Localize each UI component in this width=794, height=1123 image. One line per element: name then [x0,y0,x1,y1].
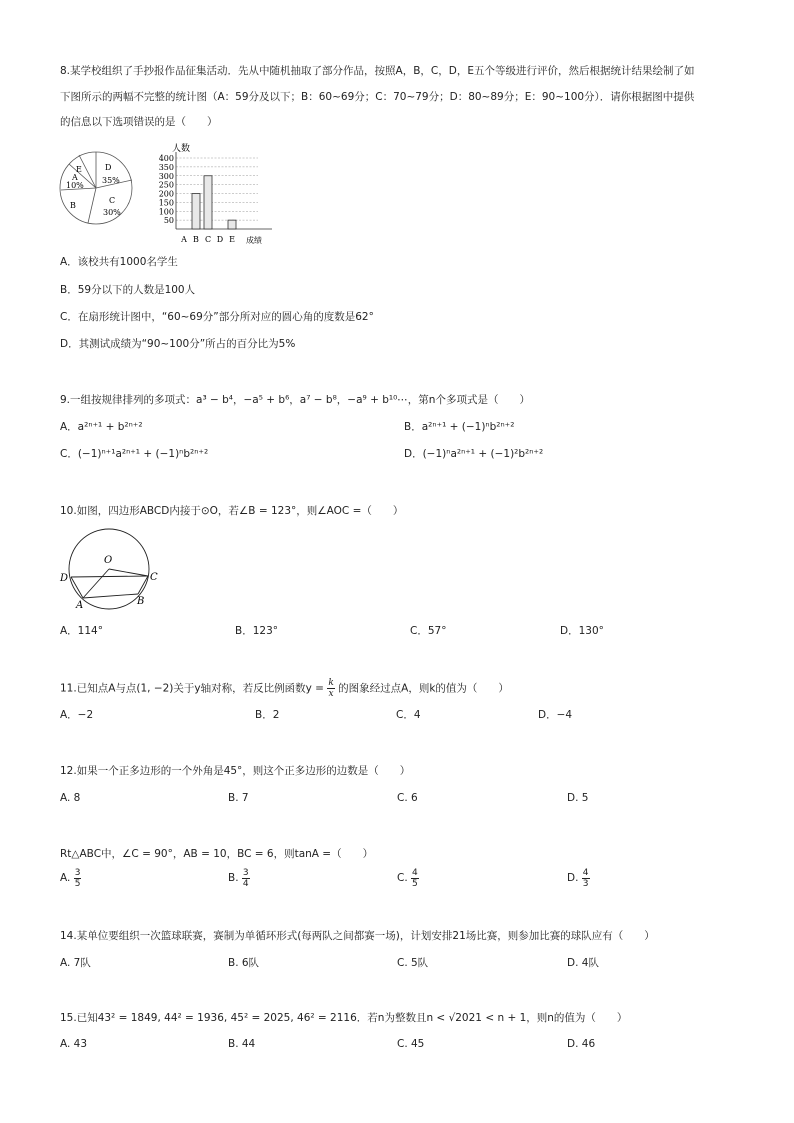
q15-option-d[interactable]: D. 46 [567,1038,596,1050]
pie-label-c-pct: 30% [103,208,121,217]
pie-chart [58,150,138,230]
q10-option-b[interactable]: B．123° [235,625,278,637]
bar-chart-ytick-label: 150 [158,198,174,208]
bar-chart-ytick-label: 200 [158,189,174,199]
q8-stem-line-3: 的信息以下选项错误的是（ ） [60,116,218,128]
radius-oc [109,569,148,576]
q8-option-b[interactable]: B．59分以下的人数是100人 [60,284,196,296]
bar-chart [150,140,275,248]
q11-stem-part-2: 的图象经过点A，则k的值为（ ） [338,682,509,695]
q11-stem-part-1: 11.已知点A与点(1, −2)关于y轴对称，若反比例函数y = [60,682,324,695]
label-b: B [137,596,145,607]
bar-e [228,220,236,229]
pie-label-d-pct: 35% [102,176,120,185]
q9-option-c[interactable]: C．(−1)ⁿ⁺¹a²ⁿ⁺¹ + (−1)ⁿb²ⁿ⁺² [60,448,209,460]
q13-option-a-prefix: A. [60,872,71,884]
q9-stem: 9.一组按规律排列的多项式：a³ − b⁴，−a⁵ + b⁶，a⁷ − b⁸，−a⁹ + b¹⁰⋯，第n个多项式是（ ） [60,394,530,406]
q14-option-c[interactable]: C. 5队 [397,957,429,969]
q9-option-d[interactable]: D．(−1)ⁿa²ⁿ⁺¹ + (−1)²b²ⁿ⁺² [404,448,544,460]
q15-option-a[interactable]: A. 43 [60,1038,88,1050]
q11-option-c[interactable]: C．4 [396,709,421,721]
chord-bc [138,576,148,594]
q8-stem-line-1: 8.某学校组织了手抄报作品征集活动．先从中随机抽取了部分作品，按照A，B，C，D，E五个等级进行评价，然后根据统计结果绘制了如 [60,65,695,77]
pie-label-c: C [109,196,116,205]
q8-stem-line-2: 下图所示的两幅不完整的统计图（A：59分及以下；B：60~69分；C：70~79分；D：80~89分；E：90~100分）．请你根据图中提供 [60,91,695,103]
q12-stem: 12.如果一个正多边形的一个外角是45°，则这个正多边形的边数是（ ） [60,765,411,777]
frac-den: 5 [412,878,418,889]
bar-chart-ylabel: 人数 [172,144,191,154]
frac-den: 3 [582,878,589,889]
q9-option-a[interactable]: A．a²ⁿ⁺¹ + b²ⁿ⁺² [60,421,143,433]
q15-option-b[interactable]: B. 44 [228,1038,256,1050]
bar-chart-xlabel: 成绩 [246,236,262,245]
bar-chart-ytick-label: 50 [163,216,174,226]
q13-option-d[interactable] [567,866,590,890]
pie-label-a-pct: 10% [66,181,84,190]
frac-den: 5 [74,878,81,889]
q13-option-d-frac [582,868,590,889]
q8-option-d[interactable]: D．其测试成绩为“90~100分”所占的百分比为5% [60,338,296,350]
pie-label-d: D [105,163,112,172]
bar-chart-ytick-label: 400 [158,154,174,163]
frac-num: 3 [242,867,249,878]
radius-oa [83,569,109,598]
q8-option-c[interactable]: C．在扇形统计图中，“60~69分”部分所对应的圆心角的度数是62° [60,311,374,323]
q14-option-a[interactable]: A. 7队 [60,957,91,969]
q13-stem: Rt△ABC中，∠C = 90°，AB = 10，BC = 6，则tanA =（ ） [60,848,374,860]
bar-chart-ytick-label: 350 [158,162,174,172]
frac-num: 4 [582,867,589,878]
q12-option-d[interactable]: D. 5 [567,792,589,804]
q12-option-a[interactable]: A. 8 [60,792,81,804]
pie-label-e: E [76,165,82,174]
label-c: C [150,572,158,583]
bar-chart-category-label: B [193,235,199,244]
q14-option-d[interactable]: D. 4队 [567,957,599,969]
q14-stem: 14.某单位要组织一次篮球联赛，赛制为单循环形式(每两队之间都赛一场)，计划安排21场比赛，则参加比赛的球队应有（ ） [60,930,655,942]
pie-label-a: A [72,173,78,182]
q12-option-c[interactable]: C. 6 [397,792,418,804]
q13-option-c[interactable] [397,866,419,890]
q13-option-c-prefix: C. [397,872,408,884]
bar-chart-ytick-label: 250 [158,180,174,190]
q11-stem [60,678,509,699]
label-d: D [60,573,69,584]
q14-option-b[interactable]: B. 6队 [228,957,260,969]
pie-label-b: B [70,201,76,210]
pie-divider [88,188,96,223]
q10-option-a[interactable]: A．114° [60,625,103,637]
bar-chart-category-label: C [204,235,212,244]
bar-chart-ytick-label: 100 [158,207,174,217]
frac-num: 3 [74,867,81,878]
q11-frac-den: x [328,689,334,699]
q13-option-d-prefix: D. [567,872,579,884]
bar-chart-category-label: E [229,235,235,244]
q15-option-c[interactable]: C. 45 [397,1038,425,1050]
bar-chart-category-label: A [181,235,187,244]
q11-option-d[interactable]: D．−4 [538,709,573,721]
q11-frac-num: k [328,678,334,688]
q9-option-b[interactable]: B．a²ⁿ⁺¹ + (−1)ⁿb²ⁿ⁺² [404,421,515,433]
frac-num: 4 [412,867,418,878]
q12-option-b[interactable]: B. 7 [228,792,249,804]
q10-option-d[interactable]: D．130° [560,625,604,637]
q13-option-b-frac [242,868,250,889]
bar-b [192,194,200,230]
q13-option-a-frac [74,868,82,889]
q8-option-a[interactable]: A．该校共有1000名学生 [60,256,178,268]
q15-stem: 15.已知43² = 1849, 44² = 1936, 45² = 2025, 46² = 2116．若n为整数且n < √2021 < n + 1，则n的值为（ ） [60,1012,628,1024]
frac-den: 4 [242,878,249,889]
q13-option-b[interactable] [228,866,250,890]
q13-option-c-frac [411,868,419,889]
q10-option-c[interactable]: C．57° [410,625,447,637]
q11-option-a[interactable]: A．−2 [60,709,94,721]
circle-figure [58,528,168,613]
q10-stem: 10.如图，四边形ABCD内接于⊙O，若∠B = 123°，则∠AOC =（ ） [60,505,404,517]
bar-chart-category-label: D [216,235,224,244]
bar-chart-ytick-label: 300 [158,171,174,181]
chord-dc [71,576,148,577]
q11-fraction [327,678,334,699]
q11-option-b[interactable]: B．2 [255,709,280,721]
q13-option-a[interactable] [60,866,81,890]
bar-c [204,176,212,229]
label-a: A [76,600,84,611]
chord-da [71,577,83,598]
label-o: O [104,555,113,566]
chord-ab [83,594,138,598]
q13-option-b-prefix: B. [228,872,239,884]
